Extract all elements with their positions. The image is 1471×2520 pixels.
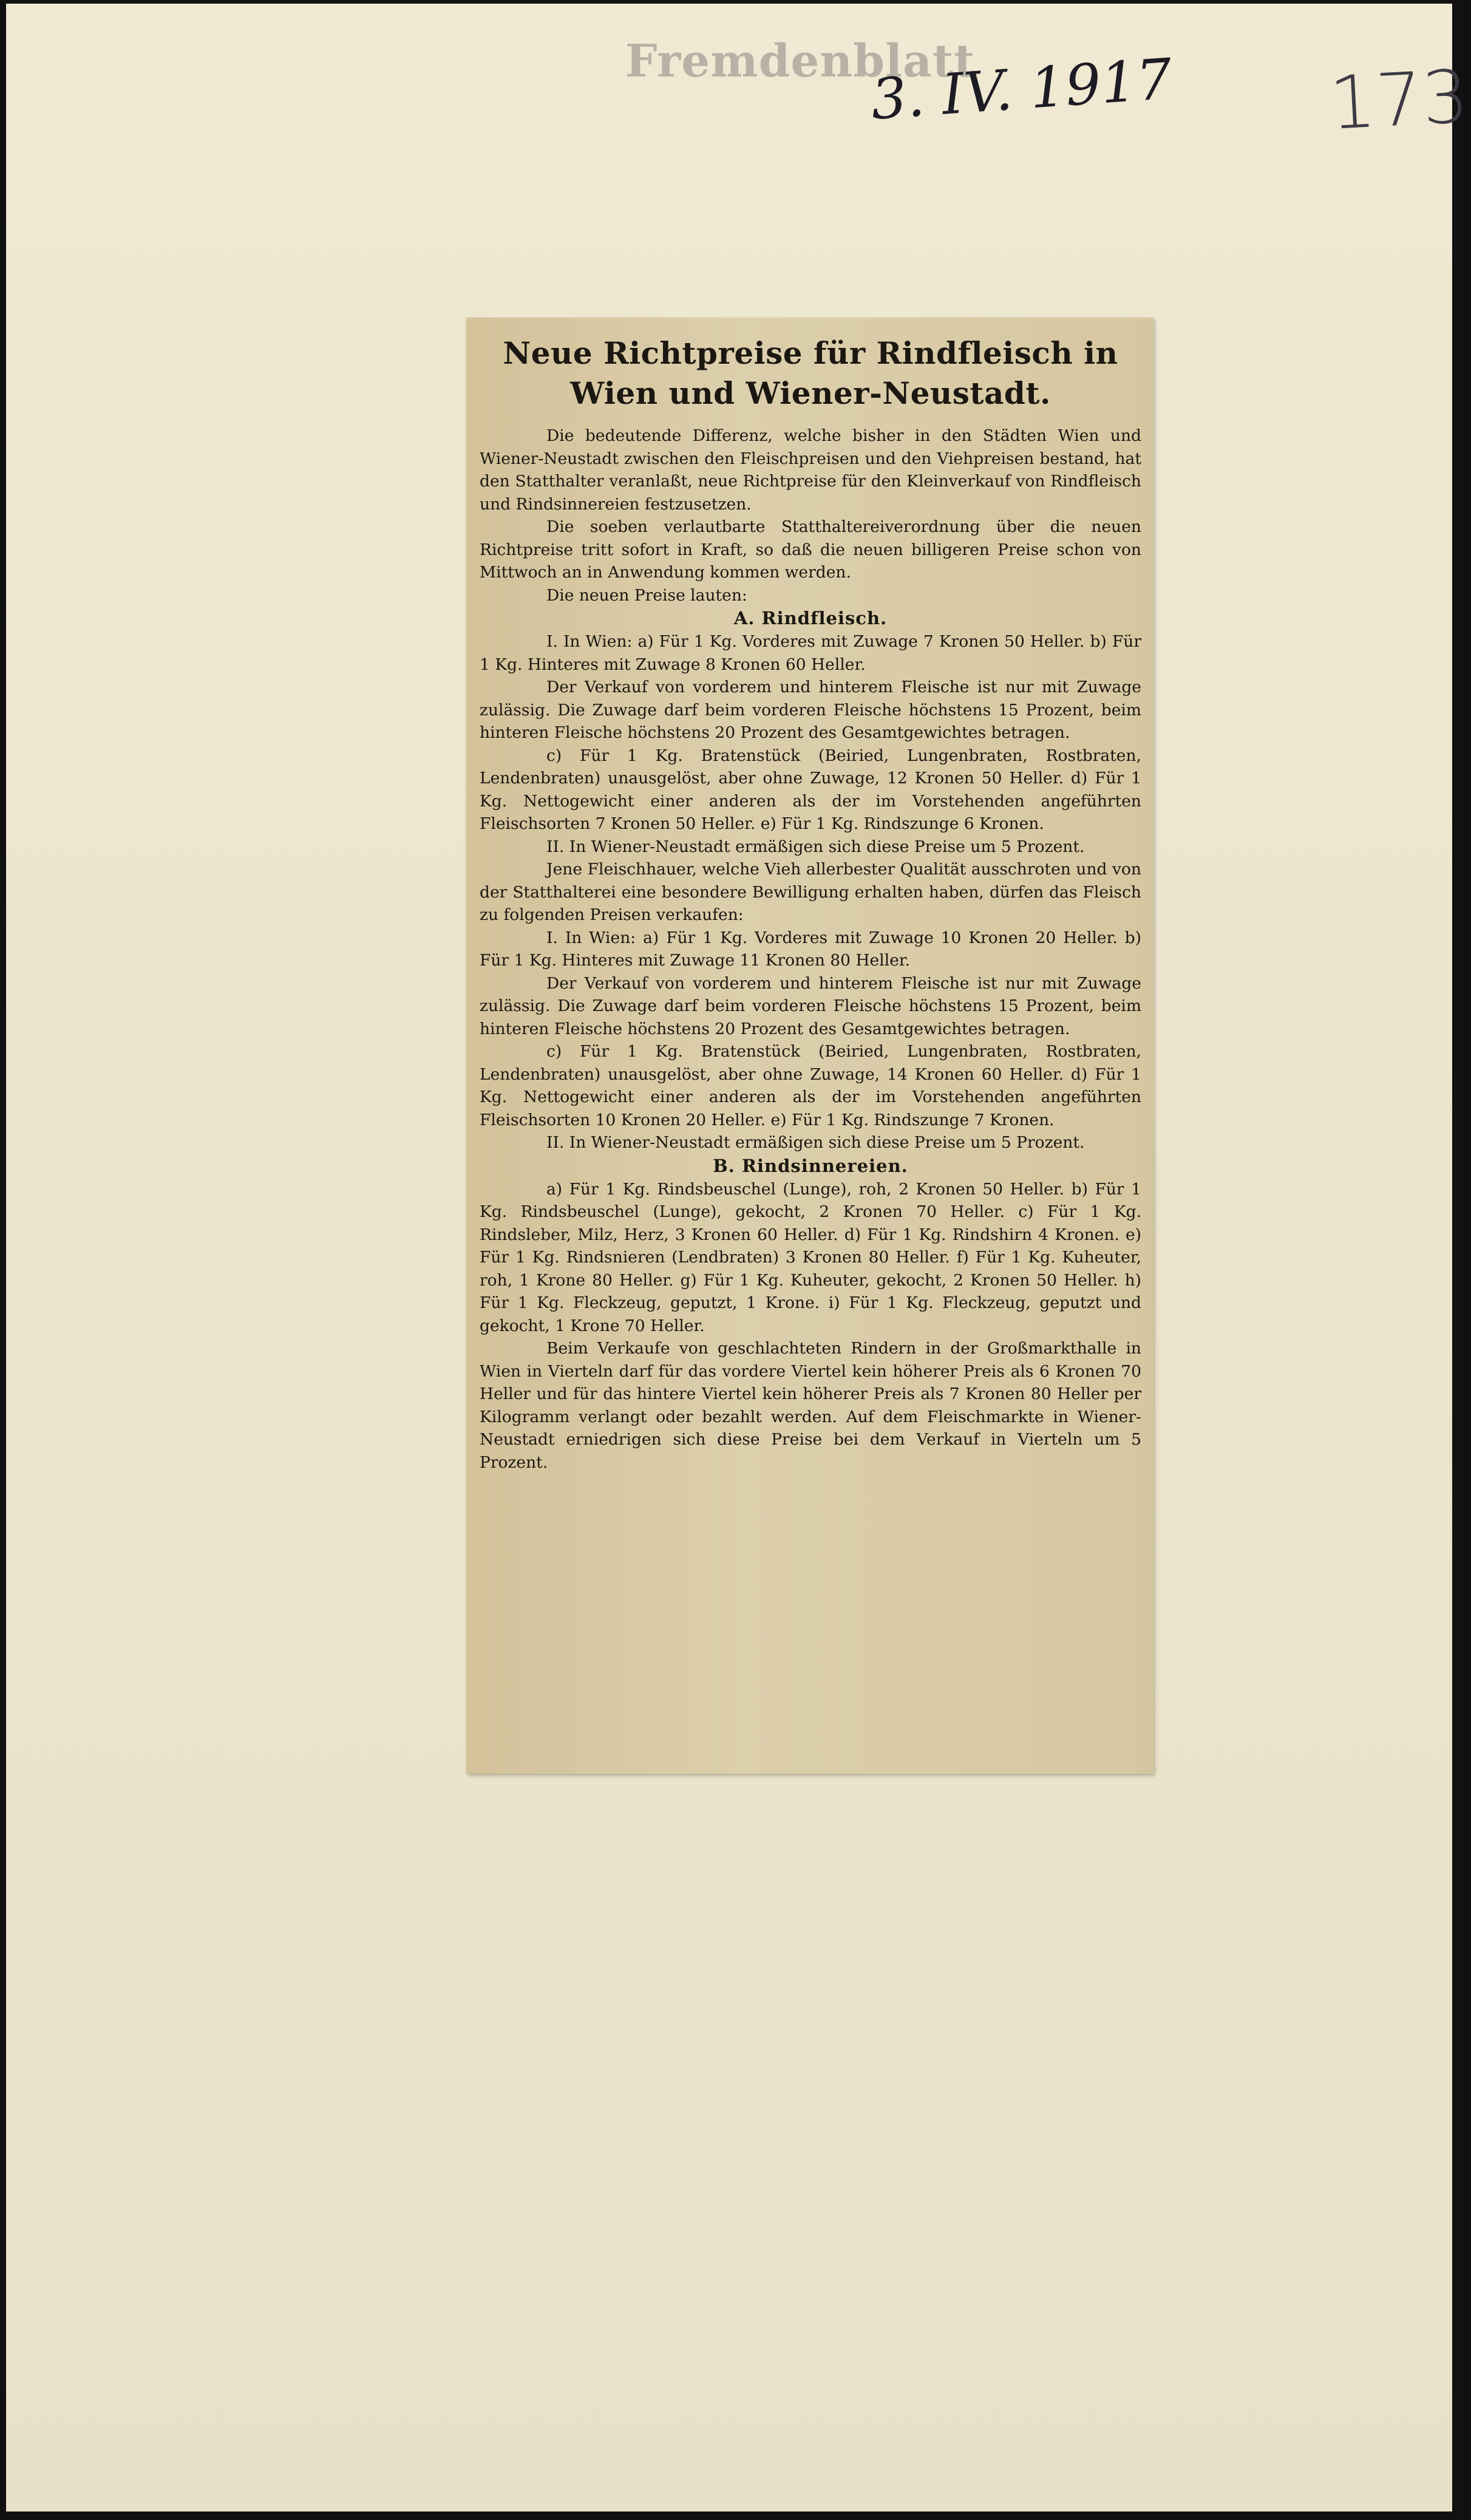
article-paragraph: Der Verkauf von vorderem und hinterem Fleische ist nur mit Zuwage zulässig. Die Zuwage darf beim vorderen Fleische höchstens 15 Prozent, beim hinteren Fleische höchstens 20 Prozent des Gesamtgewichtes betragen. <box>480 973 1141 1038</box>
article-paragraph: c) Für 1 Kg. Bratenstück (Beiried, Lungenbraten, Rostbraten, Lendenbraten) unausgelöst, aber ohne Zuwage, 14 Kronen 60 Heller. d) Für 1 Kg. Nettogewicht einer anderen als der im Vorstehenden angeführten Fleischsorten 10 Kronen 20 Heller. e) Für 1 Kg. Rindszunge 7 Kronen. <box>480 1042 1141 1129</box>
article-paragraph: Beim Verkaufe von geschlachteten Rindern in der Großmarkthalle in Wien in Vierteln darf für das vordere Viertel kein höherer Preis als 6 Kronen 70 Heller und für das hintere Viertel kein höherer Preis als 7 Kronen 80 Heller per Kilogramm verlangt oder bezahlt werden. Auf dem Fleischmarkte in Wiener-Neustadt erniedrigen sich diese Preise bei dem Verkauf in Vierteln um 5 Prozent. <box>480 1339 1141 1472</box>
article-paragraph: c) Für 1 Kg. Bratenstück (Beiried, Lungenbraten, Rostbraten, Lendenbraten) unausgelöst, aber ohne Zuwage, 12 Kronen 50 Heller. d) Für 1 Kg. Nettogewicht einer anderen als der im Vorstehenden angeführten Fleischsorten 7 Kronen 50 Heller. e) Für 1 Kg. Rindszunge 6 Kronen. <box>480 746 1141 833</box>
article-paragraph: Der Verkauf von vorderem und hinterem Fleische ist nur mit Zuwage zulässig. Die Zuwage darf beim vorderen Fleische höchstens 15 Prozent, beim hinteren Fleische höchstens 20 Prozent des Gesamtgewichtes betragen. <box>480 678 1141 742</box>
archive-page <box>6 4 1471 2511</box>
article-paragraph: I. In Wien: a) Für 1 Kg. Vorderes mit Zuwage 10 Kronen 20 Heller. b) Für 1 Kg. Hinteres mit Zuwage 11 Kronen 80 Heller. <box>480 928 1141 970</box>
article-paragraph: Die neuen Preise lauten: <box>546 585 747 605</box>
newspaper-clipping <box>466 318 1153 1774</box>
article-headline: Neue Richtpreise für Rindfleisch in Wien und Wiener-Neustadt. <box>503 335 1118 411</box>
section-heading-a: A. Rindfleisch. <box>733 608 888 628</box>
article-paragraph: II. In Wiener-Neustadt ermäßigen sich diese Preise um 5 Prozent. <box>546 1133 1085 1152</box>
article-paragraph: Die bedeutende Differenz, welche bisher in den Städten Wien und Wiener-Neustadt zwischen den Fleischpreisen und den Viehpreisen bestand, hat den Statthalter veranlaßt, neue Richtpreise für den Kleinverkauf von Rindfleisch und Rindsinnereien festzusetzen. <box>480 426 1141 514</box>
newspaper-stamp: Fremdenblatt <box>625 35 976 87</box>
article-paragraph: II. In Wiener-Neustadt ermäßigen sich diese Preise um 5 Prozent. <box>546 837 1085 856</box>
article-paragraph: Die soeben verlautbarte Statthaltereiverordnung über die neuen Richtpreise tritt sofort in Kraft, so daß die neuen billigeren Preise schon von Mittwoch an in Anwendung kommen werden. <box>480 517 1141 582</box>
article-paragraph: I. In Wien: a) Für 1 Kg. Vorderes mit Zuwage 7 Kronen 50 Heller. b) Für 1 Kg. Hinteres mit Zuwage 8 Kronen 60 Heller. <box>480 632 1141 674</box>
article-paragraph: Jene Fleischhauer, welche Vieh allerbester Qualität ausschroten und von der Statthalterei eine besondere Bewilligung erhalten haben, dürfen das Fleisch zu folgenden Preisen verkaufen: <box>480 860 1141 924</box>
section-heading-b: B. Rindsinnereien. <box>713 1155 908 1176</box>
article-paragraph: a) Für 1 Kg. Rindsbeuschel (Lunge), roh, 2 Kronen 50 Heller. b) Für 1 Kg. Rindsbeuschel (Lunge), gekocht, 2 Kronen 70 Heller. c) Für 1 Kg. Rindsleber, Milz, Herz, 3 Kronen 60 Heller. d) Für 1 Kg. Rindshirn 4 Kronen. e) Für 1 Kg. Rindsnieren (Lendbraten) 3 Kronen 80 Heller. f) Für 1 Kg. Kuheuter, roh, 1 Krone 80 Heller. g) Für 1 Kg. Kuheuter, gekocht, 2 Kronen 50 Heller. h) Für 1 Kg. Fleckzeug, geputzt, 1 Krone. i) Für 1 Kg. Fleckzeug, geputzt und gekocht, 1 Krone 70 Heller. <box>480 1179 1141 1335</box>
handwritten-date: 3. IV. 1917 <box>869 46 1174 132</box>
folio-number: 173 <box>1327 55 1471 146</box>
